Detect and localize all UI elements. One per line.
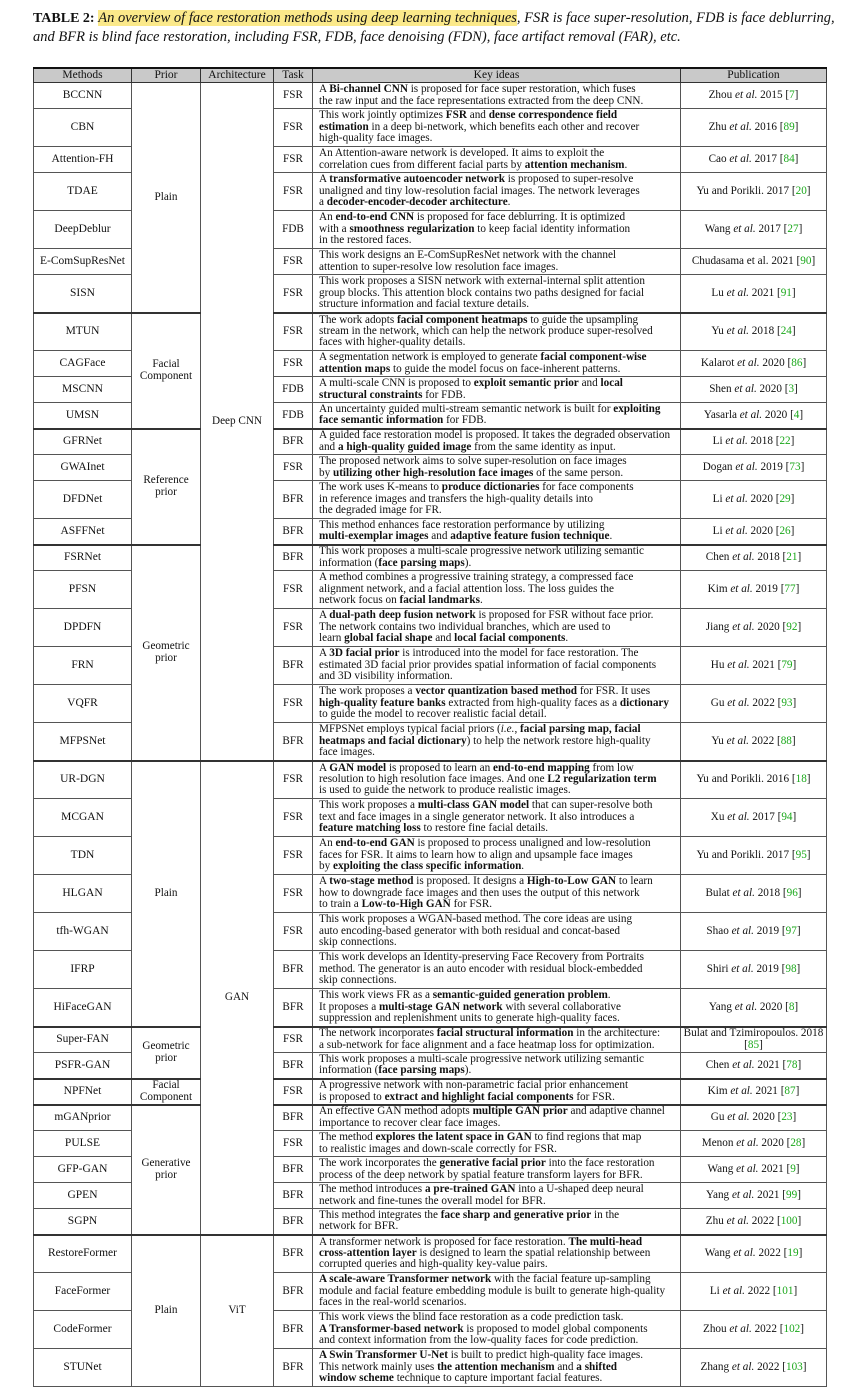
citation-link[interactable]: 88 [780, 734, 792, 747]
caption-highlight: An overview of face restoration methods using deep learning techniques [98, 10, 517, 26]
publication-cell: Zhou et al. 2015 [7] [681, 83, 827, 109]
task-cell: BFR [274, 723, 313, 761]
citation-link[interactable]: 28 [790, 1136, 802, 1149]
method-cell: HLGAN [34, 875, 132, 913]
publication-cell: Shao et al. 2019 [97] [681, 913, 827, 951]
task-cell: FSR [274, 275, 313, 313]
citation-link[interactable]: 85 [747, 1038, 760, 1051]
key-ideas-cell: The work adopts facial component heatmaps to guide the upsampling stream in the network, which can help the network produce super-resolved faces with higher-quality details. [313, 313, 681, 351]
key-ideas-cell: The network incorporates facial structural information in the architecture: a sub-network for face alignment and a face heatmap loss for optimization. [313, 1027, 681, 1053]
architecture-cell: Deep CNN [201, 83, 274, 761]
key-ideas-cell: An end-to-end CNN is proposed for face deblurring. It is optimized with a smoothness regularization to keep facial identity information in the restored faces. [313, 211, 681, 249]
prior-cell: Generative prior [132, 1105, 201, 1235]
header-prior: Prior [132, 68, 201, 83]
method-cell: Super-FAN [34, 1027, 132, 1053]
method-cell: FaceFormer [34, 1273, 132, 1311]
prior-cell: Plain [132, 83, 201, 313]
key-ideas-cell: The work incorporates the generative facial prior into the face restoration process of the deep network by spatial feature transform layers for BFR. [313, 1157, 681, 1183]
publication-cell: Wang et al. 2017 [27] [681, 211, 827, 249]
publication-cell: Lu et al. 2021 [91] [681, 275, 827, 313]
publication-cell: Wang et al. 2021 [9] [681, 1157, 827, 1183]
method-cell: GFRNet [34, 429, 132, 455]
method-cell: GWAInet [34, 455, 132, 481]
citation-link[interactable]: 90 [800, 254, 812, 267]
publication-cell: Kim et al. 2019 [77] [681, 571, 827, 609]
task-cell: BFR [274, 1183, 313, 1209]
caption-label: TABLE 2: [33, 11, 95, 26]
method-cell: PULSE [34, 1131, 132, 1157]
methods-table [33, 67, 827, 1387]
task-cell: FDB [274, 211, 313, 249]
publication-cell: Chen et al. 2018 [21] [681, 545, 827, 571]
task-cell: FSR [274, 109, 313, 147]
citation-link[interactable]: 87 [784, 1084, 796, 1097]
citation-link[interactable]: 8 [788, 1000, 795, 1013]
prior-cell: Geometric prior [132, 1027, 201, 1079]
citation-link[interactable]: 21 [786, 551, 798, 564]
method-cell: E-ComSupResNet [34, 249, 132, 275]
architecture-cell: GAN [201, 761, 274, 1235]
task-cell: FSR [274, 799, 313, 837]
method-cell: GPEN [34, 1183, 132, 1209]
task-cell: BFR [274, 951, 313, 989]
method-cell: GFP-GAN [34, 1157, 132, 1183]
task-cell: FSR [274, 1131, 313, 1157]
publication-cell: Hu et al. 2021 [79] [681, 647, 827, 685]
method-cell: DFDNet [34, 481, 132, 519]
task-cell: FSR [274, 837, 313, 875]
key-ideas-cell: This work views the blind face restoration as a code prediction task. A Transformer-based network is proposed to model global components and context information from the low-quality faces for code prediction. [313, 1311, 681, 1349]
method-cell: SGPN [34, 1209, 132, 1235]
key-ideas-cell: The proposed network aims to solve super-resolution on face images by utilizing other high-resolution face images of the same person. [313, 455, 681, 481]
method-cell: MFPSNet [34, 723, 132, 761]
task-cell: FSR [274, 1079, 313, 1105]
method-cell: HiFaceGAN [34, 989, 132, 1027]
publication-cell: Cao et al. 2017 [84] [681, 147, 827, 173]
citation-link[interactable]: 93 [781, 696, 793, 709]
task-cell: BFR [274, 1273, 313, 1311]
citation-link[interactable]: 26 [779, 524, 791, 537]
method-cell: mGANprior [34, 1105, 132, 1131]
task-cell: FSR [274, 455, 313, 481]
publication-cell: Chen et al. 2021 [78] [681, 1053, 827, 1079]
table-row [34, 313, 827, 351]
method-cell: CBN [34, 109, 132, 147]
table-row [34, 1079, 827, 1105]
prior-cell: Reference prior [132, 429, 201, 545]
publication-cell: Li et al. 2020 [29] [681, 481, 827, 519]
key-ideas-cell: This work jointly optimizes FSR and dense correspondence field estimation in a deep bi-network, which benefits each other and recover high-quality face images. [313, 109, 681, 147]
method-cell: PFSN [34, 571, 132, 609]
publication-cell: Yu and Porikli. 2017 [20] [681, 173, 827, 211]
task-cell: FSR [274, 173, 313, 211]
key-ideas-cell: This work proposes a WGAN-based method. The core ideas are using auto encoding-based generator with both residual and concat-based skip connections. [313, 913, 681, 951]
citation-link[interactable]: 79 [781, 658, 793, 671]
method-cell: tfh-WGAN [34, 913, 132, 951]
task-cell: BFR [274, 1157, 313, 1183]
method-cell: NPFNet [34, 1079, 132, 1105]
key-ideas-cell: This work proposes a SISN network with external-internal split attention group blocks. This attention block contains two paths designed for facial structure information and facial texture details. [313, 275, 681, 313]
key-ideas-cell: A GAN model is proposed to learn an end-to-end mapping from low resolution to high resolution face images. And one L2 regularization term is used to guide the network to produce realistic images. [313, 761, 681, 799]
publication-cell: Kalarot et al. 2020 [86] [681, 351, 827, 377]
publication-cell: Xu et al. 2017 [94] [681, 799, 827, 837]
key-ideas-cell: A multi-scale CNN is proposed to exploit semantic prior and local structural constraints for FDB. [313, 377, 681, 403]
citation-link[interactable]: 4 [793, 408, 800, 421]
citation-link[interactable]: 3 [788, 382, 795, 395]
citation-link[interactable]: 91 [780, 286, 792, 299]
key-ideas-cell: The work proposes a vector quantization based method for FSR. It uses high-quality feature banks extracted from high-quality faces as a dictionary to guide the model to recover realistic facial detail. [313, 685, 681, 723]
citation-link[interactable]: 73 [789, 460, 801, 473]
task-cell: BFR [274, 429, 313, 455]
task-cell: FSR [274, 313, 313, 351]
table-caption [33, 9, 853, 47]
publication-cell: Dogan et al. 2019 [73] [681, 455, 827, 481]
publication-cell: Jiang et al. 2020 [92] [681, 609, 827, 647]
citation-link[interactable]: 24 [780, 325, 792, 338]
key-ideas-cell: A transformer network is proposed for face restoration. The multi-head cross-attention layer is designed to learn the spatial relationship between corrupted queries and high-quality key-value pairs. [313, 1235, 681, 1273]
publication-cell: Li et al. 2022 [101] [681, 1273, 827, 1311]
citation-link[interactable]: 92 [786, 620, 798, 633]
key-ideas-cell: This method integrates the face sharp and generative prior in the network for BFR. [313, 1209, 681, 1235]
publication-cell: Wang et al. 2022 [19] [681, 1235, 827, 1273]
citation-link[interactable]: 86 [791, 356, 803, 369]
table-row [34, 1105, 827, 1131]
task-cell: BFR [274, 481, 313, 519]
header-methods: Methods [34, 68, 132, 83]
method-cell: SISN [34, 275, 132, 313]
method-cell: PSFR-GAN [34, 1053, 132, 1079]
publication-cell: Zhu et al. 2016 [89] [681, 109, 827, 147]
prior-cell: Geometric prior [132, 545, 201, 761]
method-cell: IFRP [34, 951, 132, 989]
table-row [34, 1235, 827, 1273]
task-cell: FDB [274, 377, 313, 403]
publication-cell: Yu and Porikli. 2016 [18] [681, 761, 827, 799]
key-ideas-cell: An Attention-aware network is developed. It aims to exploit the correlation cues from different facial parts by attention mechanism. [313, 147, 681, 173]
publication-cell: Yu and Porikli. 2017 [95] [681, 837, 827, 875]
method-cell: FRN [34, 647, 132, 685]
method-cell: DeepDeblur [34, 211, 132, 249]
citation-link[interactable]: 18 [795, 773, 807, 786]
table-row [34, 761, 827, 799]
method-cell: CodeFormer [34, 1311, 132, 1349]
citation-link[interactable]: 99 [786, 1188, 798, 1201]
table-row [34, 429, 827, 455]
key-ideas-cell: This work proposes a multi-scale progressive network utilizing semantic information (face parsing maps). [313, 1053, 681, 1079]
citation-link[interactable]: 23 [781, 1111, 793, 1124]
key-ideas-cell: MFPSNet employs typical facial priors (i.e., facial parsing map, facial heatmaps and facial dictionary) to help the network restore high-quality face images. [313, 723, 681, 761]
prior-cell: Facial Component [132, 313, 201, 429]
table-row [34, 545, 827, 571]
key-ideas-cell: A two-stage method is proposed. It designs a High-to-Low GAN to learn how to downgrade face images and then uses the output of this network to train a Low-to-High GAN for FSR. [313, 875, 681, 913]
task-cell: BFR [274, 989, 313, 1027]
table-row [34, 1027, 827, 1053]
publication-cell: Zhou et al. 2022 [102] [681, 1311, 827, 1349]
task-cell: FSR [274, 875, 313, 913]
key-ideas-cell: An end-to-end GAN is proposed to process unaligned and low-resolution faces for FSR. It aims to learn how to align and upsample face images by exploiting the class specific information. [313, 837, 681, 875]
citation-link[interactable]: 9 [790, 1162, 796, 1175]
key-ideas-cell: The method introduces a pre-trained GAN into a U-shaped deep neural network and fine-tunes the overall model for BFR. [313, 1183, 681, 1209]
header-architecture: Architecture [201, 68, 274, 83]
method-cell: VQFR [34, 685, 132, 723]
citation-link[interactable]: 22 [779, 435, 791, 448]
citation-link[interactable]: 102 [783, 1322, 801, 1335]
caption-text: , FSR is face super-resolution, FDB is face deblurring, and BFR is blind face restoration, including FSR, FDB, face denoising (FDN), face artifact removal (FAR), etc. [33, 10, 835, 45]
publication-cell: Yang et al. 2021 [99] [681, 1183, 827, 1209]
citation-link[interactable]: 20 [795, 184, 807, 197]
task-cell: FSR [274, 913, 313, 951]
header-key-ideas: Key ideas [313, 68, 681, 83]
method-cell: DPDFN [34, 609, 132, 647]
method-cell: MSCNN [34, 377, 132, 403]
citation-link[interactable]: 27 [787, 222, 799, 235]
task-cell: FSR [274, 761, 313, 799]
publication-cell: Yu et al. 2018 [24] [681, 313, 827, 351]
citation-link[interactable]: 19 [787, 1247, 799, 1260]
task-cell: FSR [274, 571, 313, 609]
task-cell: BFR [274, 545, 313, 571]
publication-cell: Li et al. 2018 [22] [681, 429, 827, 455]
task-cell: BFR [274, 1235, 313, 1273]
key-ideas-cell: A segmentation network is employed to generate facial component-wise attention maps to guide the model focus on face-inherent patterns. [313, 351, 681, 377]
method-cell: Attention-FH [34, 147, 132, 173]
task-cell: FSR [274, 351, 313, 377]
citation-link[interactable]: 29 [779, 492, 791, 505]
key-ideas-cell: This work proposes a multi-class GAN model that can super-resolve both text and face images in a single generator network. It also introduces a feature matching loss to restore fine facial details. [313, 799, 681, 837]
method-cell: TDAE [34, 173, 132, 211]
publication-cell: Li et al. 2020 [26] [681, 519, 827, 545]
prior-cell: Plain [132, 1235, 201, 1387]
key-ideas-cell: An effective GAN method adopts multiple GAN prior and adaptive channel importance to recover clear face images. [313, 1105, 681, 1131]
key-ideas-cell: A progressive network with non-parametric facial prior enhancement is proposed to extract and highlight facial components for FSR. [313, 1079, 681, 1105]
citation-link[interactable]: 100 [780, 1214, 798, 1227]
task-cell: BFR [274, 1053, 313, 1079]
task-cell: BFR [274, 1311, 313, 1349]
publication-cell: Bulat et al. 2018 [96] [681, 875, 827, 913]
citation-link[interactable]: 94 [781, 810, 793, 823]
citation-link[interactable]: 7 [789, 88, 795, 101]
publication-cell: Yang et al. 2020 [8] [681, 989, 827, 1027]
publication-cell: Menon et al. 2020 [28] [681, 1131, 827, 1157]
citation-link[interactable]: 89 [783, 120, 795, 133]
task-cell: FSR [274, 685, 313, 723]
citation-link[interactable]: 101 [776, 1284, 794, 1297]
task-cell: FSR [274, 609, 313, 647]
citation-link[interactable]: 77 [784, 582, 796, 595]
key-ideas-cell: This work develops an Identity-preserving Face Recovery from Portraits method. The generator is an auto encoder with residual block-embedded skip connections. [313, 951, 681, 989]
publication-cell: Gu et al. 2022 [93] [681, 685, 827, 723]
citation-link[interactable]: 103 [785, 1360, 803, 1373]
task-cell: FSR [274, 83, 313, 109]
method-cell: FSRNet [34, 545, 132, 571]
key-ideas-cell: This work designs an E-ComSupResNet network with the channel attention to super-resolve low resolution face images. [313, 249, 681, 275]
key-ideas-cell: The work uses K-means to produce dictionaries for face components in reference images and transfers the high-quality details into the degraded image for FR. [313, 481, 681, 519]
architecture-cell: ViT [201, 1235, 274, 1387]
key-ideas-cell: A method combines a progressive training strategy, a compressed face alignment network, and a facial attention loss. The loss guides the network focus on facial landmarks. [313, 571, 681, 609]
task-cell: FDB [274, 403, 313, 429]
publication-cell: Yasarla et al. 2020 [4] [681, 403, 827, 429]
key-ideas-cell: This work views FR as a semantic-guided generation problem. It proposes a multi-stage GAN network with several collaborative suppression and replenishment units to generate high-quality faces. [313, 989, 681, 1027]
task-cell: BFR [274, 647, 313, 685]
method-cell: TDN [34, 837, 132, 875]
publication-cell: Zhang et al. 2022 [103] [681, 1349, 827, 1387]
citation-link[interactable]: 95 [795, 848, 807, 861]
publication-cell: Yu et al. 2022 [88] [681, 723, 827, 761]
task-cell: FSR [274, 1027, 313, 1053]
key-ideas-cell: A transformative autoencoder network is proposed to super-resolve unaligned and tiny low-resolution facial images. The network leverages a decoder-encoder-decoder architecture. [313, 173, 681, 211]
method-cell: CAGFace [34, 351, 132, 377]
method-cell: ASFFNet [34, 519, 132, 545]
key-ideas-cell: The method explores the latent space in GAN to find regions that map to realistic images and down-scale correctly for FSR. [313, 1131, 681, 1157]
header-publication: Publication [681, 68, 827, 83]
citation-link[interactable]: 84 [783, 152, 795, 165]
key-ideas-cell: This method enhances face restoration performance by utilizing multi-exemplar images and adaptive feature fusion technique. [313, 519, 681, 545]
method-cell: UMSN [34, 403, 132, 429]
key-ideas-cell: A dual-path deep fusion network is proposed for FSR without face prior. The network contains two individual branches, which are used to learn global facial shape and local facial components. [313, 609, 681, 647]
key-ideas-cell: A guided face restoration model is proposed. It takes the degraded observation and a high-quality guided image from the same identity as input. [313, 429, 681, 455]
publication-cell: Kim et al. 2021 [87] [681, 1079, 827, 1105]
method-cell: BCCNN [34, 83, 132, 109]
header-task: Task [274, 68, 313, 83]
citation-link[interactable]: 78 [786, 1058, 798, 1071]
task-cell: BFR [274, 1349, 313, 1387]
table-row [34, 83, 827, 109]
publication-cell: Chudasama et al. 2021 [90] [681, 249, 827, 275]
publication-cell: Shen et al. 2020 [3] [681, 377, 827, 403]
key-ideas-cell: This work proposes a multi-scale progressive network utilizing semantic information (face parsing maps). [313, 545, 681, 571]
task-cell: BFR [274, 1209, 313, 1235]
task-cell: BFR [274, 519, 313, 545]
method-cell: RestoreFormer [34, 1235, 132, 1273]
method-cell: STUNet [34, 1349, 132, 1387]
method-cell: MTUN [34, 313, 132, 351]
table-body [34, 83, 827, 1387]
citation-link[interactable]: 96 [786, 886, 798, 899]
method-cell: MCGAN [34, 799, 132, 837]
publication-cell: Gu et al. 2020 [23] [681, 1105, 827, 1131]
prior-cell: Facial Component [132, 1079, 201, 1105]
task-cell: FSR [274, 147, 313, 173]
citation-link[interactable]: 98 [785, 962, 797, 975]
table-header-row [34, 68, 827, 83]
prior-cell: Plain [132, 761, 201, 1027]
key-ideas-cell: A scale-aware Transformer network with the facial feature up-sampling module and facial feature embedding module is built to generate high-quality faces in the real-world scenarios. [313, 1273, 681, 1311]
task-cell: FSR [274, 249, 313, 275]
key-ideas-cell: A Bi-channel CNN is proposed for face super restoration, which fuses the raw input and the face representations extracted from the deep CNN. [313, 83, 681, 109]
key-ideas-cell: An uncertainty guided multi-stream semantic network is built for exploiting face semantic information for FDB. [313, 403, 681, 429]
task-cell: BFR [274, 1105, 313, 1131]
citation-link[interactable]: 97 [785, 924, 797, 937]
key-ideas-cell: A Swin Transformer U-Net is built to predict high-quality face images. This network mainly uses the attention mechanism and a shifted window scheme technique to capture important facial features. [313, 1349, 681, 1387]
publication-cell: Zhu et al. 2022 [100] [681, 1209, 827, 1235]
publication-cell: Shiri et al. 2019 [98] [681, 951, 827, 989]
publication-cell: Bulat and Tzimiropoulos. 2018 [85] [681, 1027, 827, 1053]
key-ideas-cell: A 3D facial prior is introduced into the model for face restoration. The estimated 3D facial prior provides spatial information of facial components and 3D visibility information. [313, 647, 681, 685]
method-cell: UR-DGN [34, 761, 132, 799]
